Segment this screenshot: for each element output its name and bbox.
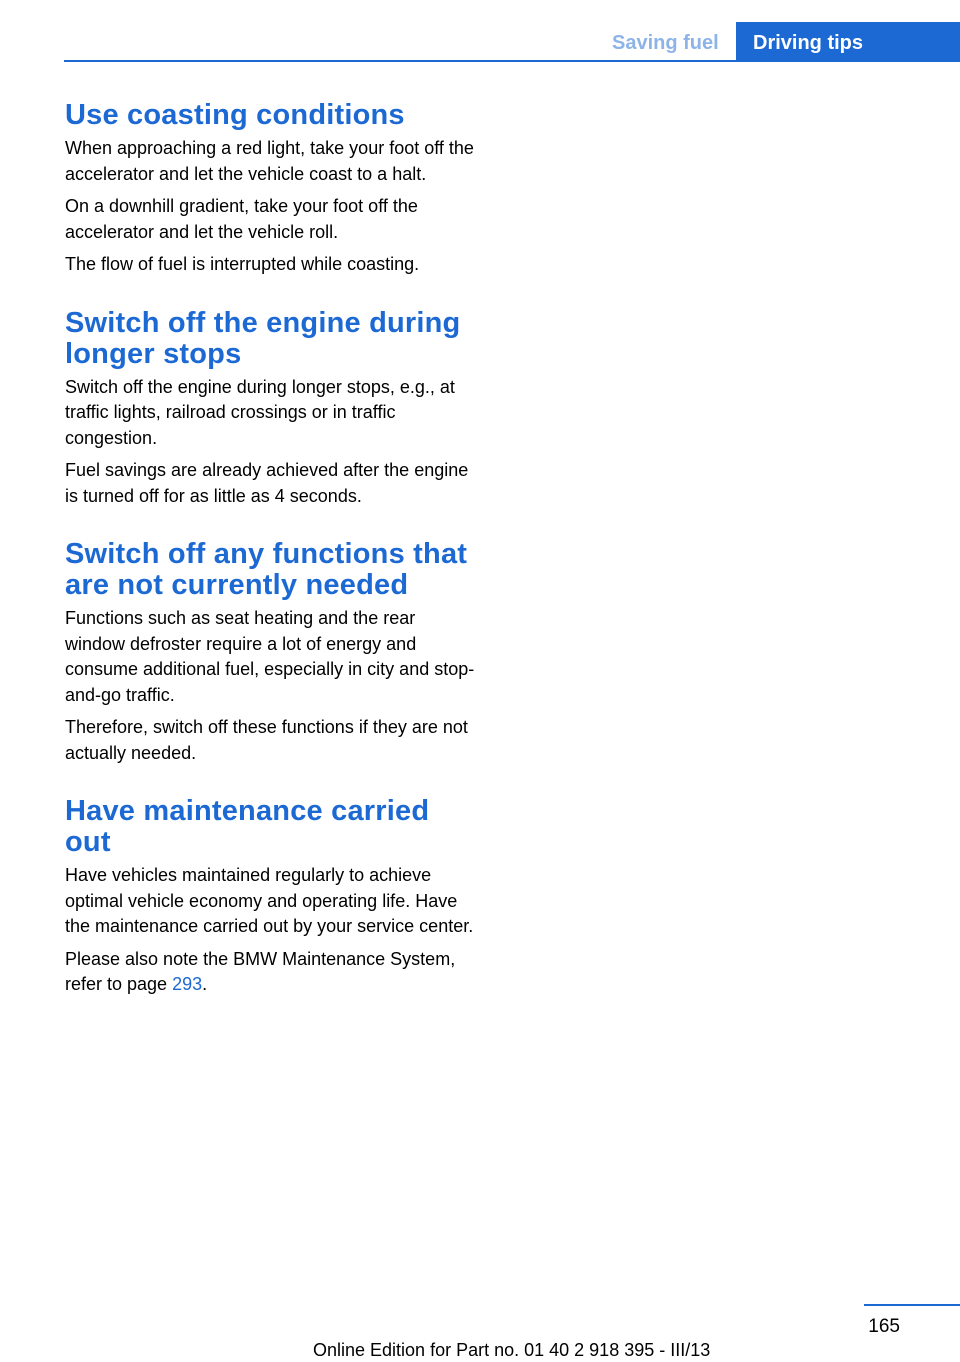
page-header: [0, 0, 960, 62]
main-content: [65, 100, 480, 998]
section-tab-saving-fuel[interactable]: Saving fuel: [612, 32, 719, 54]
paragraph: Have vehicles maintained regularly to achieve optimal vehicle economy and operating life. Have the maintenance carried out by your service center.: [65, 865, 474, 936]
edition-note: Online Edition for Part no. 01 40 2 918 395 - III/13: [313, 1340, 711, 1360]
page-number: 165: [868, 1316, 900, 1337]
section-maintenance: [65, 796, 480, 998]
paragraph: Fuel savings are already achieved after the engine is turned off for as little as 4 seconds.: [65, 460, 469, 506]
footer-divider: [864, 1304, 960, 1306]
paragraph: On a downhill gradient, take your foot off the accelerator and let the vehicle roll.: [65, 196, 418, 242]
section-heading: Switch off any functions that are not currently needed: [65, 538, 468, 601]
section-coasting: [65, 100, 480, 278]
header-divider: [64, 60, 960, 62]
paragraph: Therefore, switch off these functions if they are not actually needed.: [65, 717, 468, 763]
section-switch-off-functions: [65, 539, 480, 766]
reference-text: Please also note the BMW Maintenance System, refer to page: [65, 948, 456, 994]
paragraph: Functions such as seat heating and the rear window defroster require a lot of energy and consume additional fuel, especially in city and stop-and-go traffic.: [65, 608, 475, 705]
paragraph: When approaching a red light, take your foot off the accelerator and let the vehicle coast to a halt.: [65, 138, 474, 184]
paragraph: The flow of fuel is interrupted while coasting.: [65, 254, 420, 274]
section-heading: Have maintenance carried out: [65, 795, 430, 858]
reference-punctuation: .: [202, 974, 208, 994]
section-heading: Use coasting conditions: [65, 99, 405, 131]
paragraph: Switch off the engine during longer stops, e.g., at traffic lights, railroad crossings or in traffic congestion.: [65, 376, 455, 448]
section-heading: Switch off the engine during longer stops: [65, 306, 461, 370]
chapter-tab-driving-tips[interactable]: Driving tips: [736, 22, 960, 62]
section-switch-off-engine: [65, 308, 480, 510]
page-reference-link[interactable]: 293: [172, 974, 203, 994]
paragraph-reference: [65, 947, 480, 998]
